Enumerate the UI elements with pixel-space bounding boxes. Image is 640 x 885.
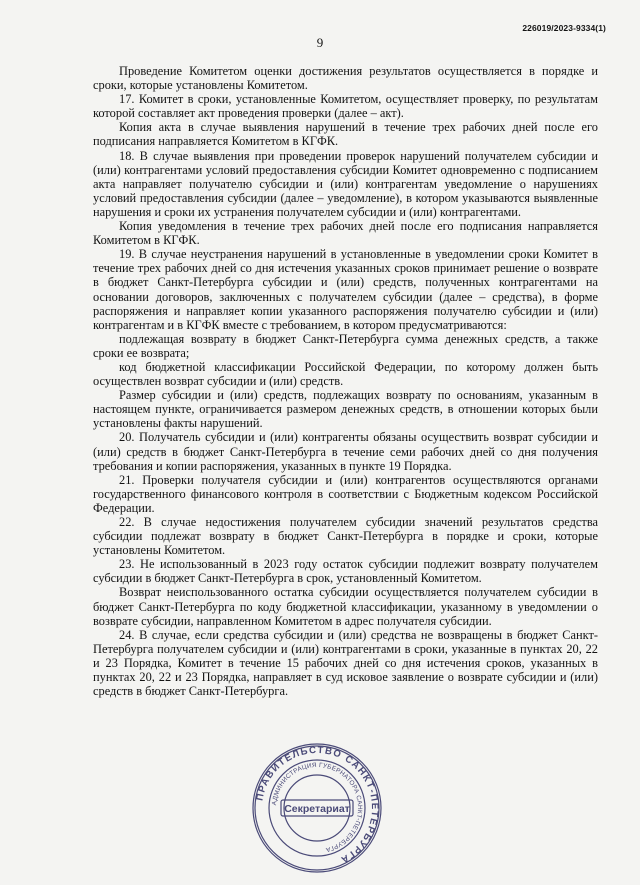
paragraph: 21. Проверки получателя субсидии и (или) контрагентов осуществляются органами государственного финансового контроля в соответствии с Бюджетным кодексом Российской Федерации. bbox=[93, 472, 598, 515]
paragraph: 20. Получатель субсидии и (или) контрагенты обязаны осуществить возврат субсидии и (или) средств в бюджет Санкт-Петербурга в течение семи рабочих дней со дня получения требования и копии распоряжения, указанных в пункте 19 Порядка. bbox=[93, 430, 598, 473]
paragraph: Копия уведомления в течение трех рабочих дней после его подписания направляется Комитетом в КГФК. bbox=[93, 219, 598, 248]
paragraph: Копия акта в случае выявления нарушений в течение трех рабочих дней после его подписания направляется Комитетом в КГФК. bbox=[93, 120, 598, 149]
page-number: 9 bbox=[316, 35, 324, 50]
document-body bbox=[93, 64, 598, 698]
paragraph: Размер субсидии и (или) средств, подлежащих возврату по основаниям, указанным в настоящем пункте, ограничивается размером денежных средств, в отношении которых были установлены факты нарушений. bbox=[93, 388, 598, 431]
paragraph: код бюджетной классификации Российской Федерации, по которому должен быть осуществлен возврат субсидии и (или) средств. bbox=[93, 359, 598, 389]
paragraph: 17. Комитет в сроки, установленные Комитетом, осуществляет проверку, по результатам которой составляет акт проведения проверки (далее – акт). bbox=[93, 92, 598, 121]
paragraph: 22. В случае недостижения получателем субсидии значений результатов средства субсидии подлежат возврату в бюджет Санкт-Петербурга в порядке и сроки, которые установлены Комитетом. bbox=[93, 515, 598, 558]
stamp-inner-text: АДМИНИСТРАЦИЯ ГУБЕРНАТОРА САНКТ-ПЕТЕРБУРГА bbox=[271, 761, 364, 854]
paragraph: 18. В случае выявления при проведении проверок нарушений получателем субсидии и (или) контрагентами условий предоставления субсидии Комитет одновременно с подписанием акта направляет получателю субсидии и (или) контрагентам уведомление о нарушениях условий предоставления субсидии (далее – уведомление), в котором указываются выявленные нарушения и сроки их устранения получателем субсидии и (или) контрагентами. bbox=[93, 148, 598, 219]
paragraph: Возврат неиспользованного остатка субсидии осуществляется получателем субсидии в бюджет Санкт-Петербурга по коду бюджетной классификации, указанному в уведомлении о возврате субсидии, направленном Комитетом в адрес получателя субсидии. bbox=[93, 585, 598, 628]
paragraph: Проведение Комитетом оценки достижения результатов осуществляется в порядке и сроки, которые установлены Комитетом. bbox=[93, 64, 598, 93]
paragraph: 19. В случае неустранения нарушений в установленные в уведомлении сроки Комитет в течение трех рабочих дней со дня истечения указанных сроков принимает решение о возврате в бюджет Санкт-Петербурга субсидии и (или) средств, полученных контрагентами на основании договоров, заключенных с получателем субсидии (далее – средства), в форме распоряжения и направляет копии указанного распоряжения получателю субсидии и (или) контрагентам и в КГФК вместе с требованием, в котором предусматриваются: bbox=[93, 247, 598, 332]
stamp-outer-text: ПРАВИТЕЛЬСТВО САНКТ-ПЕТЕРБУРГА bbox=[254, 744, 381, 866]
paragraph: 24. В случае, если средства субсидии и (или) средства не возвращены в бюджет Санкт-Петербурга получателем субсидии и (или) контрагентами в сроки, указанные в пунктах 20, 22 и 23 Порядка, Комитет в течение 15 рабочих дней со дня истечения сроков, указанных в пунктах 20, 22 и 23 Порядка, направляет в суд исковое заявление о возврате субсидии и (или) средств в бюджет Санкт-Петербурга. bbox=[93, 627, 598, 699]
paragraph: 23. Не использованный в 2023 году остаток субсидии подлежит возврату получателем субсидии в бюджет Санкт-Петербурга в срок, установленный Комитетом. bbox=[93, 557, 598, 586]
paragraph: подлежащая возврату в бюджет Санкт-Петербурга сумма денежных средств, а также сроки ее возврата; bbox=[93, 331, 598, 360]
stamp-center-text: Секретариат bbox=[284, 803, 350, 815]
document-number: 226019/2023-9334(1) bbox=[522, 23, 606, 33]
official-stamp bbox=[251, 742, 383, 874]
